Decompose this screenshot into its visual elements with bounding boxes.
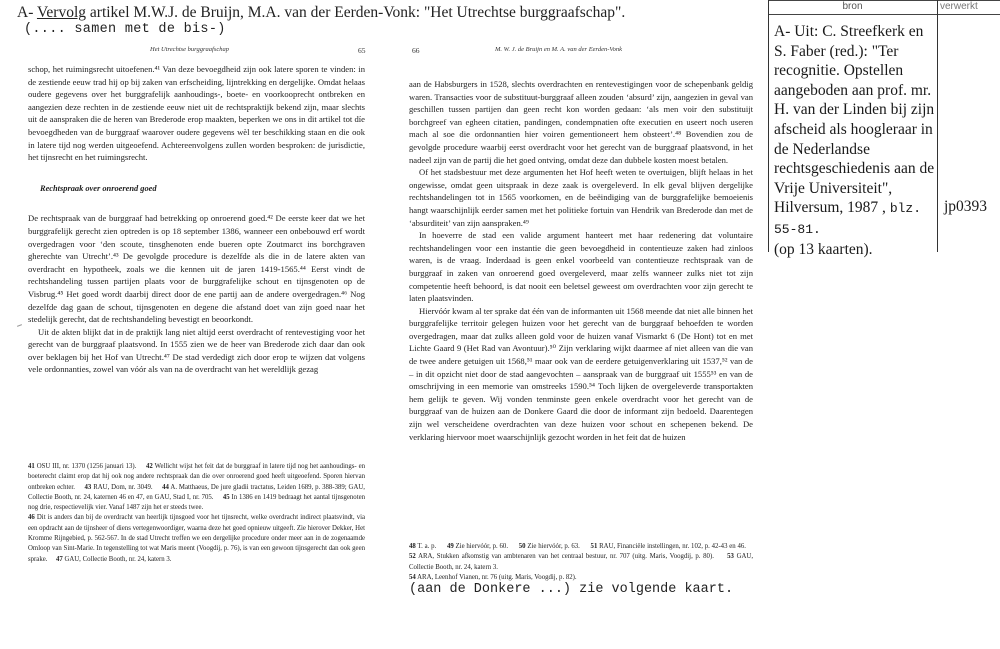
source-pages: blz. 55-81. <box>774 201 922 237</box>
right-running-head: M. W. J. de Bruijn en M. A. van der Eerden-Vonk <box>495 46 623 53</box>
header-subnote: (.... samen met de bis-) <box>24 22 226 37</box>
right-footnotes <box>409 542 753 583</box>
table-header-divider <box>768 14 1000 15</box>
column-header-bron: bron <box>842 1 863 12</box>
section-heading: Rechtspraak over onroerend goed <box>40 183 157 193</box>
card-header <box>17 4 625 22</box>
source-note: (op 13 kaarten). <box>774 240 873 258</box>
footnote: 46 Dit is anders dan bij de overdracht van heerlijk tijnsgoed voor het tijnsrecht, welke overdracht indirect plaatsvindt, via een opdracht aan de tijnsheer of diens vertegenwoordiger, waarna deze het goed opnieuw uitgeeft. Zie hierover Dekker, Het Kromme Rijngebied, p. 562-567. In de stad Utrecht treffen we een dergelijke procedure onder meer aan in de zogenaamde Omloop van Sint-Marie. In tegenstelling tot wat Maris meent (Voogdij, p. 76), is van een gewoon tijnsgerecht dan ook geen sprake. <box>28 514 365 563</box>
footnote: 54 ARA, Leenhof Vianen, nr. 76 (uitg. Maris, Voogdij, p. 82). <box>409 573 577 581</box>
paragraph: Of het stadsbestuur met deze argumenten het Hof heeft weten te overtuigen, blijft helaas in het ongewisse, omdat geen uitspraak in deze zaak is overgeleverd. In elk geval blijven dergelijke rechtshandelingen tot in 1565 voorkomen, en de beëindiging van de burggrafelijke bemoeienis hangt waarschijnlijk eerder samen met het politieke fortuin van Hendrik van Brederode dan met de ‘absurditeit’ van zijn aanspraken.⁴⁹ <box>409 167 753 228</box>
right-page-number: 66 <box>412 46 420 55</box>
footnote: 49 Zie hiervóór, p. 60. <box>446 543 509 550</box>
source-citation <box>774 22 937 259</box>
footnote: 43 RAU, Dom, nr. 3049. <box>84 483 153 491</box>
table-column-divider <box>937 0 938 252</box>
footnote: 42 Wellicht wijst het feit dat de burggraaf in latere tijd nog het aanhoudings- en boeterecht claimt erop dat hij ook nog andere rechtspraak dan die over onroerend goed heeft uitgeoefend. Sporen hiervan ontbreken echter. <box>28 463 366 491</box>
typed-continuation-note: (aan de Donkere ...) zie volgende kaart. <box>409 582 734 597</box>
footnote: 44 A. Matthaeus, De jure gladii tractatus, Leiden 1689, p. 388-389; GAU, Collectie Booth, nr. 24, katernen 46 en 47, en GAU, Stad I, nr. 705. <box>28 483 365 501</box>
header-continuation-label: Vervolg <box>36 4 87 21</box>
footnote: 51 RAU, Financiële instellingen, nr. 102, p. 42-43 en 46. <box>590 543 746 550</box>
left-running-head: Het Utrechtse burggraafschap <box>150 46 229 53</box>
paragraph: In hoeverre de stad een valide argument hanteert met haar redenering dat voluntaire rechtshandelingen voor een instantie die geen bevoegdheid in contentieuze zaken had zinloos waren, is de vraag. Inderdaad is geen enkel voorbeeld van contentieuze rechtspraak van de burggraaf in zaken van onroerend goed overgeleverd, maar zelfs wanneer zulks niet tot zijn competentie heeft behoord, is dat nooit een beletsel geweest om overdrachten voor zijn gerecht te laten plaatsvinden. <box>409 230 753 304</box>
index-table <box>768 0 1000 258</box>
footnote: 45 In 1386 en 1419 bedraagt het aantal tijnsgenoten nog drie, respectievelijk vier. Vanaf 1487 zijn het er steeds twee. <box>28 493 366 512</box>
processed-code: jp0393 <box>944 198 988 215</box>
right-page-body <box>409 78 753 443</box>
margin-mark <box>17 324 22 327</box>
header-prefix: A- <box>17 4 37 21</box>
paragraph: De rechtspraak van de burggraaf had betrekking op onroerend goed.⁴² De eerste keer dat we het burggrafelijk gerecht zien optreden is op 18 september 1386, wanneer een onbebouwd erf wordt overgedragen voor ‘den scoute, tinsghenoten ende bueren opte Zoutmarct ins borchgraven gherechte van Utrecht’.⁴³ De gevolgde procedure is dezelfde als die in de latere akten van overdracht en hypotheek, zoals we die kennen uit de jaren 1419-1565.⁴⁴ Eerst vindt de rechtshandeling tussen partijen plaats voor de burggrafelijke schout en tijnsgenoten op de Visbrug.⁴⁵ Het goed wordt daarbij direct door de ene partij aan de andere overgedragen.⁴⁶ Nog dezelfde dag gaan de schout, tijnsgenoten en degene die afstand doet van zijn goed naar het stedelijk gerecht, dat de rechtshandeling bevestigt en beoorkondt. <box>28 213 365 325</box>
footnote: 48 T. a. p. <box>409 543 437 550</box>
header-title: artikel M.W.J. de Bruijn, M.A. van der Eerden-Vonk: "Het Utrechtse burggraafschap". <box>86 4 626 21</box>
footnote: 50 Zie hiervóór, p. 63. <box>518 543 580 550</box>
footnote: 41 OSU III, nr. 1370 (1256 januari 13). <box>28 463 137 470</box>
footnote: 53 GAU, Collectie Booth, nr. 24, katern 3. <box>409 553 754 571</box>
table-border-left <box>768 0 769 252</box>
paragraph: aan de Habsburgers in 1528, slechts overdrachten en rentevestigingen voor de schepenbank geldig waren. Transacties voor de substituut-burggraaf alleen zouden ‘absurd’ zijn, aangezien in geval van geschillen tussen partijen dan geen recht kon worden gedaan: ‘als men voir den substituijt borchgreef van egheen citatien, pandingen, condempnatien ofte executien en useert noch useren mach al soe die ordonnantien hier voiren gementioneert hem obsteert’.⁴⁸ Bovendien zou de gevolgde procedure waarbij eerst overdracht voor het gerecht van de burggraaf plaatsvond, in het nadeel zijn van de partij die het goed ontving, omdat deze dan dubbele kosten moest betalen. <box>409 79 753 165</box>
source-text: A- Uit: C. Streefkerk en S. Faber (red.): "Ter recognitie. Opstellen aangeboden aan prof. mr. H. van der Linden bij zijn afscheid als hoogleraar in de Nederlandse rechtsgeschiedenis aan de Vrije Universiteit", Hilversum, 1987 , <box>774 23 935 217</box>
paragraph: Uit de akten blijkt dat in de praktijk lang niet altijd eerst overdracht of rentevestiging voor het gerecht van de burggraaf plaatsvond. In 1555 zien we de heer van Brederode zich daar dan ook over beklagen bij het Hof van Utrecht.⁴⁷ De stad verdedigt zich door erop te wijzen dat volgens vele ordonnanties, zowel van vóór als van na de overdracht van het wereldlijk gezag <box>28 326 365 375</box>
paragraph: Hiervóór kwam al ter sprake dat één van de informanten uit 1568 meende dat niet alle binnen het burggrafelijke territoir gelegen huizen voor het gerecht van de burggraaf behoefden te worden overgedragen, maar dat zulks alleen gold voor de huizen vanaf Vismarkt 6 (De Hont) tot en met Lichte Gaard 9 (Het Rad van Avontuur).⁵⁰ Zijn verklaring wijkt daarmee af niet alleen van die van de twee andere getuigen uit 1568,⁵¹ maar ook van de eerdere getuigenverklaring uit 1537,⁵² van de – in dit opzicht niet door de stad aangevochten – aanspraak van de burggraaf uit 1555⁵³ en van de omschrijving in een memorie van omstreeks 1590.⁵⁴ Toch lijken de overgeleverde transportakten hem gelijk te geven. Wij vonden tenminste geen enkele overdracht voor het gerecht van de burggraaf van de huizen aan de Donkere Gaard die door de informant zijn bedoeld. Daarentegen zijn wel verscheidene overdrachten van deze huizen voor schout en schepenen bekend. De verklaring hiervoor moet waarschijnlijk gezocht worden in het feit dat de huizen <box>409 305 753 442</box>
paragraph: schop, het ruimingsrecht uitoefenen.⁴¹ Van deze bevoegdheid zijn ook latere sporen te vinden: in de zestiende eeuw trad hij op bij zaken van erfscheiding, lijntrekking en dergelijke. Omdat helaas oudere gegevens over het burggrafelijk aanhoudings-, boete- en voorkooprecht ontbreken en aangezien deze rechten in de zestiende eeuw niet uit de rechtspraktijk bekend zijn, maar slechts uit de aanspraken die de heren van Brederode erop maakten, beperken we ons in dit artikel tot díe bevoegdheden van de burggraaf waarover oudere gegevens wèl ter beschikking staan en die ook in latere tijd nog werden uitgeoefend. Achtereenvolgens zullen worden besproken: de jurisdictie, het tijnsrecht en het ruimingsrecht. <box>28 64 365 163</box>
left-page-body <box>28 63 365 376</box>
left-page-number: 65 <box>358 46 366 55</box>
footnote: 47 GAU, Collectie Booth, nr. 24, katern 3. <box>55 555 172 563</box>
column-header-verwerkt: verwerkt <box>940 1 978 12</box>
footnote: 52 ARA, Stukken afkomstig van ambtenaren van het centraal bestuur, nr. 707 (uitg. Maris, Voogdij, p. 80). <box>409 553 714 561</box>
left-footnotes <box>28 462 365 565</box>
